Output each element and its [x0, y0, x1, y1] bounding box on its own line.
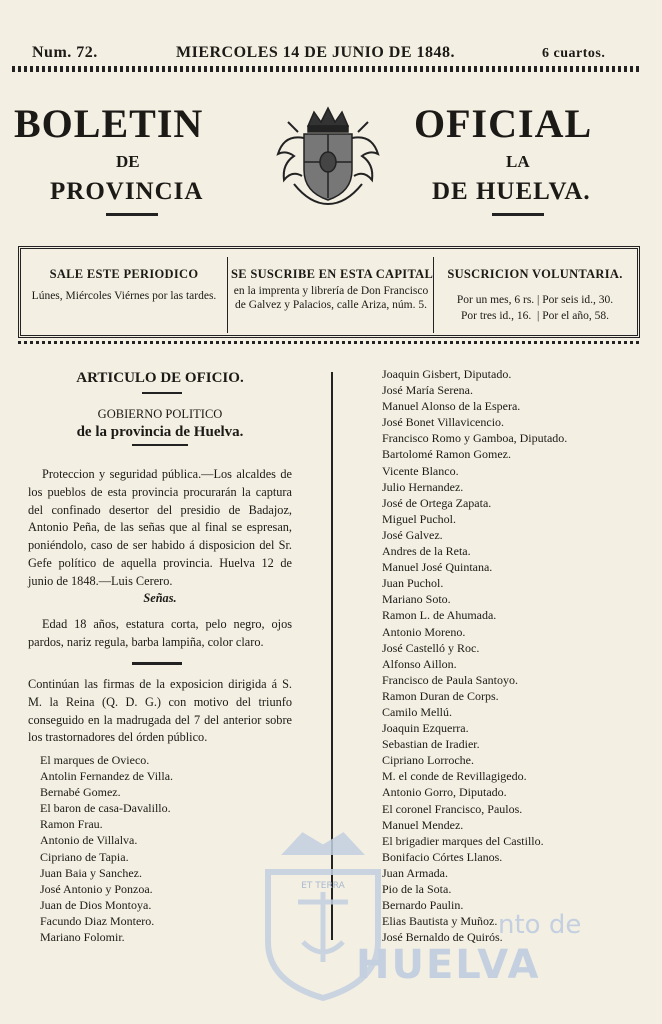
signature-name: Cipriano Lorroche.	[382, 753, 474, 768]
gobierno-heading: GOBIERNO POLITICO	[97, 407, 223, 421]
signature-name: Antonio de Villalva.	[40, 833, 138, 848]
signature-name: José Galvez.	[382, 527, 443, 542]
title-la: LA	[506, 152, 530, 171]
signature-name: Miguel Puchol.	[382, 511, 456, 526]
box-divider-1	[227, 257, 228, 333]
signature-name: José Antonio y Ponzoa.	[40, 881, 153, 896]
dotted-rule-box	[18, 341, 640, 344]
coat-of-arms-icon	[274, 104, 382, 208]
dotted-rule-top	[12, 66, 642, 72]
subscribe-text: en la imprenta y librería de Don Francisco de Galvez y Palacios, calle Ariza, núm. 5.	[233, 285, 429, 311]
signature-name: El coronel Francisco, Paulos.	[382, 801, 523, 816]
seal-text-top: ET TERRA	[301, 881, 345, 891]
title-provincia: PROVINCIA	[50, 178, 204, 205]
signature-name: Juan Baia y Sanchez.	[40, 865, 142, 880]
signature-name: M. el conde de Revillagigedo.	[382, 769, 527, 784]
rate-line-2: Por tres id., 16. | Por el año, 58.	[461, 310, 609, 322]
voluntary-title: SUSCRICION VOLUNTARIA.	[447, 267, 623, 281]
signature-name: Manuel Alonso de la Espera.	[382, 399, 521, 414]
signature-name: Ramon L. de Ahumada.	[382, 608, 497, 623]
signature-name: Julio Hernandez.	[382, 479, 464, 494]
signature-name: Juan Puchol.	[382, 576, 444, 591]
signature-name: Mariano Folomir.	[40, 930, 125, 945]
right-signature-list	[382, 366, 567, 945]
left-signature-list	[40, 752, 173, 945]
signature-name: El baron de casa-Davalillo.	[40, 801, 171, 816]
signature-name: Juan de Dios Montoya.	[40, 897, 152, 912]
signature-name: Juan Armada.	[382, 865, 448, 880]
signature-name: El brigadier marques del Castillo.	[382, 833, 544, 848]
subscribe-column	[231, 253, 434, 331]
signature-name: Cipriano de Tapia.	[40, 849, 129, 864]
signature-name: Elias Bautista y Muñoz.	[382, 914, 498, 929]
signature-name: Manuel Mendez.	[382, 817, 464, 832]
signature-name: Ramon Frau.	[40, 817, 103, 832]
title-rule-left	[106, 213, 158, 216]
watermark-partial-text: nto de	[498, 910, 582, 940]
signature-name: José María Serena.	[382, 383, 473, 398]
signature-name: Antonio Gorro, Diputado.	[382, 785, 507, 800]
signature-name: José Bonet Villavicencio.	[382, 415, 505, 430]
senas-rule	[132, 662, 182, 665]
signature-name: Facundo Diaz Montero.	[40, 913, 155, 928]
issue-date: MIERCOLES 14 DE JUNIO DE 1848.	[176, 44, 456, 61]
voluntary-column	[435, 253, 635, 331]
signature-name: Bartolomé Ramon Gomez.	[382, 447, 511, 462]
heading-rule	[142, 392, 182, 394]
signature-name: Vicente Blanco.	[382, 463, 459, 478]
signature-name: El marques de Ovieco.	[40, 753, 150, 767]
article-heading: ARTICULO DE OFICIO.	[76, 370, 244, 386]
subscribe-title: SE SUSCRIBE EN ESTA CAPITAL	[231, 267, 434, 281]
issue-number: Num. 72.	[32, 44, 98, 61]
signature-name: Francisco Romo y Gamboa, Diputado.	[382, 431, 568, 446]
schedule-column	[25, 253, 223, 331]
rate-line-1: Por un mes, 6 rs. | Por seis id., 30.	[456, 294, 614, 306]
signature-name: José Bernaldo de Quirós.	[382, 930, 503, 945]
schedule-title: SALE ESTE PERIODICO	[49, 267, 199, 281]
signature-name: José Castelló y Roc.	[382, 640, 480, 655]
exposition-paragraph: Continúan las firmas de la exposicion dirigida á S. M. la Reina (Q. D. G.) con motivo del triunfo conseguido en la madrugada del 7 del anterior sobre los trastornadores del órden público.	[28, 677, 292, 745]
box-divider-2	[433, 257, 434, 333]
title-boletin: BOLETIN	[14, 101, 204, 146]
title-de-huelva: DE HUELVA.	[432, 178, 591, 205]
title-rule-right	[492, 213, 544, 216]
gobierno-rule	[132, 444, 188, 446]
signature-name: Manuel José Quintana.	[382, 560, 493, 575]
senas-heading: Señas.	[143, 591, 177, 605]
signature-name: Mariano Soto.	[382, 592, 451, 607]
signature-name: Andres de la Reta.	[382, 544, 471, 559]
signature-name: Antolin Fernandez de Villa.	[40, 769, 174, 784]
senas-text: Edad 18 años, estatura corta, pelo negro, ojos pardos, nariz regula, barba lampiña, color claro.	[28, 617, 292, 649]
subscription-info-box	[18, 246, 640, 338]
signature-name: Joaquin Ezquerra.	[382, 721, 469, 736]
signature-name: Ramon Duran de Corps.	[382, 688, 499, 703]
signature-name: Joaquin Gisbert, Diputado.	[382, 367, 512, 381]
signature-name: Pio de la Sota.	[382, 882, 452, 896]
signature-name: Francisco de Paula Santoyo.	[382, 672, 518, 687]
title-de: DE	[116, 152, 140, 171]
signature-name: Sebastian de Iradier.	[382, 737, 480, 752]
watermark-huelva: HUELVA	[356, 942, 541, 988]
provincia-heading: de la provincia de Huelva.	[76, 424, 244, 440]
signature-name: José de Ortega Zapata.	[382, 495, 492, 510]
signature-name: Bernabé Gomez.	[40, 785, 121, 800]
signature-name: Bonifacio Córtes Llanos.	[382, 849, 503, 864]
schedule-text: Lúnes, Miércoles Viérnes por las tardes.	[31, 290, 217, 302]
signature-name: Alfonso Aillon.	[382, 656, 457, 671]
issue-price: 6 cuartos.	[542, 46, 606, 61]
signature-name: Antonio Moreno.	[382, 624, 466, 639]
signature-name: Camilo Mellú.	[382, 704, 452, 719]
title-oficial: OFICIAL	[414, 101, 593, 146]
capture-notice: Proteccion y seguridad pública.—Los alcaldes de los pueblos de esta provincia procurarán la captura del confinado desertor del presidio de Badajoz, Antonio Peña, de las señas que al final se espresan, poniéndolo, caso de ser habido á disposicion del Sr. Gefe político de aquella provincia. Huelva 12 de junio de 1848.—Luis Cerero.	[28, 467, 292, 588]
signature-name: Bernardo Paulin.	[382, 898, 464, 913]
